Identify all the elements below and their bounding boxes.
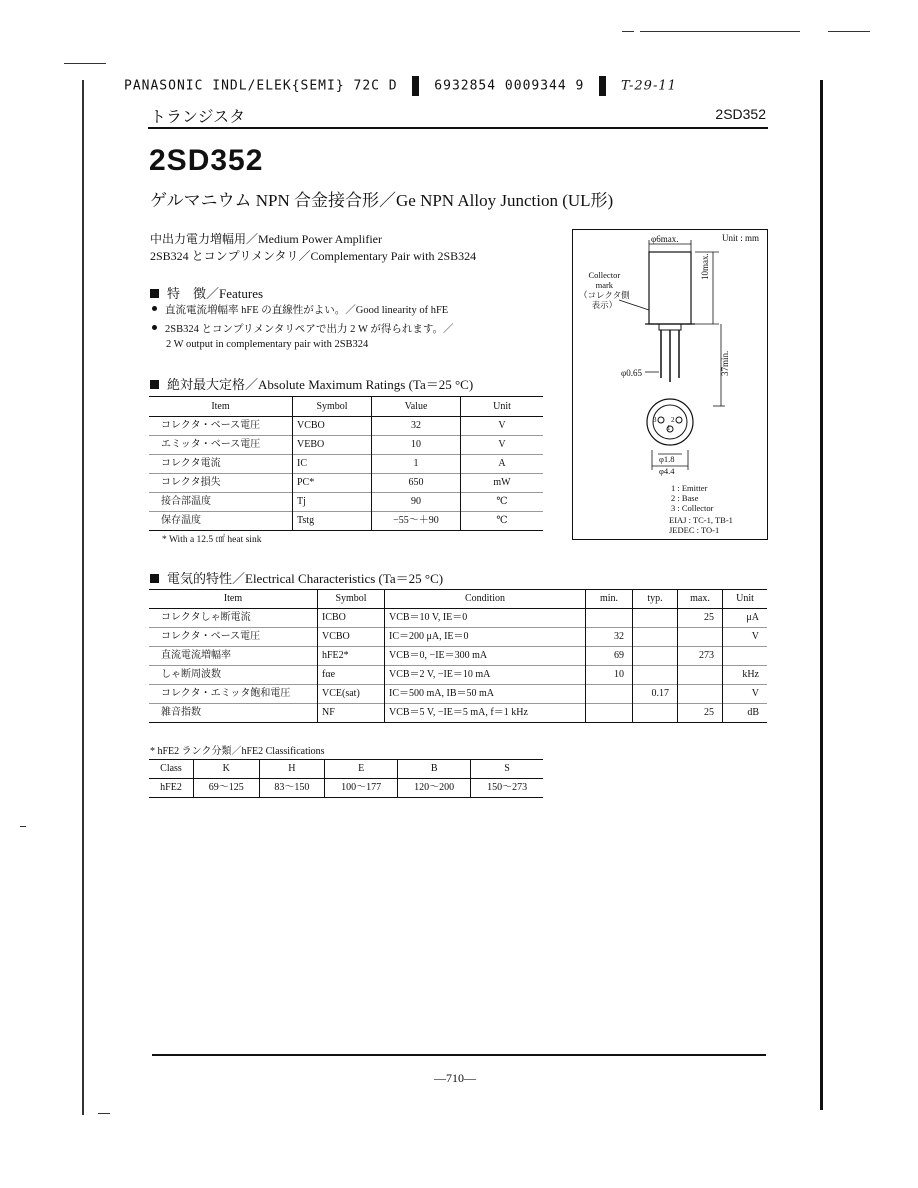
- table-row: [149, 474, 543, 493]
- cell: VCB＝10 V, IE＝0: [385, 609, 586, 628]
- cell: V: [723, 685, 768, 704]
- dim-lead-dia: φ0.65: [621, 368, 642, 378]
- cell: PC*: [293, 474, 372, 493]
- category-label: トランジスタ: [150, 107, 246, 126]
- collector-mark-label: Collector mark （コレクタ側 表示）: [579, 270, 630, 310]
- cell: IC: [293, 455, 372, 474]
- page-title: 2SD352: [149, 144, 264, 177]
- abs-max-table: [149, 396, 543, 531]
- cell: Tj: [293, 493, 372, 512]
- dim-height: 10max.: [700, 253, 710, 280]
- scan-mark: [82, 80, 84, 1115]
- cell: 273: [678, 647, 723, 666]
- scan-mark: [622, 31, 634, 32]
- cell: [586, 609, 633, 628]
- cell: コレクタ電流: [149, 455, 293, 474]
- application-2: 2SB324 とコンプリメンタリ／Complementary Pair with 2SB324: [150, 249, 477, 263]
- cell: しゃ断周波数: [149, 666, 318, 685]
- table-row: [149, 779, 543, 798]
- cell: [678, 685, 723, 704]
- feature-item-continued: 2 W output in complementary pair with 2SB324: [166, 339, 369, 350]
- feature-item: 2SB324 とコンプリメンタリペアで出力 2 W が得られます。／: [152, 321, 454, 336]
- cell: H: [259, 760, 325, 779]
- cell: 10: [372, 436, 461, 455]
- scan-mark: [64, 63, 106, 64]
- cell: 120～200: [398, 779, 471, 798]
- col-header: min.: [586, 590, 633, 609]
- feature-item: 直流電流増幅率 hFE の直線性がよい。／Good linearity of hFE: [152, 302, 448, 317]
- table-row: [149, 760, 543, 779]
- package-unit: Unit : mm: [721, 233, 759, 243]
- application-1: 中出力電力増幅用／Medium Power Amplifier: [150, 232, 382, 246]
- cell: V: [723, 628, 768, 647]
- dim-diameter: φ6max.: [651, 234, 679, 244]
- cell: コレクタ・ベース電圧: [149, 417, 293, 436]
- table-row: [149, 628, 767, 647]
- section-square-icon: [150, 380, 159, 389]
- cell: VCBO: [318, 628, 385, 647]
- header-company: PANASONIC INDL/ELEK{SEMI} 72C D: [124, 78, 398, 94]
- dim-base: φ4.4: [659, 466, 675, 476]
- cell: 0.17: [633, 685, 678, 704]
- cell: [723, 647, 768, 666]
- cell: S: [471, 760, 543, 779]
- table-header-row: [149, 590, 767, 609]
- footer-rule: [152, 1054, 766, 1056]
- table-row: [149, 666, 767, 685]
- cell: 32: [372, 417, 461, 436]
- cell: Tstg: [293, 512, 372, 531]
- cell: [633, 647, 678, 666]
- elec-table: [149, 589, 767, 723]
- cell: コレクタ・エミッタ飽和電圧: [149, 685, 318, 704]
- cell: ℃: [461, 512, 544, 531]
- col-header: Item: [149, 590, 318, 609]
- cell: 69～125: [194, 779, 260, 798]
- cell: VCBO: [293, 417, 372, 436]
- col-header: max.: [678, 590, 723, 609]
- package-outline: [572, 229, 768, 540]
- scan-mark: [828, 31, 870, 32]
- cell: V: [461, 417, 544, 436]
- abs-max-heading: 絶対最大定格／Absolute Maximum Ratings (Ta＝25 °C): [150, 374, 473, 393]
- col-header: typ.: [633, 590, 678, 609]
- subtitle: ゲルマニウム NPN 合金接合形／Ge NPN Alloy Junction (UL形): [150, 191, 614, 210]
- table-row: [149, 512, 543, 531]
- cell: mW: [461, 474, 544, 493]
- cell: kHz: [723, 666, 768, 685]
- cell: コレクタ損失: [149, 474, 293, 493]
- bullet-icon: [152, 306, 157, 311]
- cell: IC＝200 μA, IE＝0: [385, 628, 586, 647]
- header-handwritten: T-29-11: [621, 78, 677, 94]
- cell: fαe: [318, 666, 385, 685]
- header-part-number: 2SD352: [715, 106, 766, 122]
- table-row: [149, 609, 767, 628]
- col-header: Symbol: [318, 590, 385, 609]
- cell: 100～177: [325, 779, 398, 798]
- page-number: —710—: [434, 1071, 476, 1085]
- cell: [633, 666, 678, 685]
- cell: 接合部温度: [149, 493, 293, 512]
- dim-pin-circle: φ1.8: [659, 454, 675, 464]
- cell: VCB＝5 V, −IE＝5 mA, f＝1 kHz: [385, 704, 586, 723]
- header-marker: [412, 76, 419, 96]
- col-header: Item: [149, 397, 293, 417]
- header-rule: [148, 127, 768, 129]
- pin-number: 2: [671, 416, 675, 424]
- cell: V: [461, 436, 544, 455]
- scan-edge-line: [820, 80, 823, 1110]
- col-header: Value: [372, 397, 461, 417]
- cell: 25: [678, 704, 723, 723]
- features-heading: 特 徴／Features: [150, 283, 263, 302]
- cell: 150～273: [471, 779, 543, 798]
- cell: Class: [149, 760, 194, 779]
- cell: 25: [678, 609, 723, 628]
- cell: 650: [372, 474, 461, 493]
- cell: コレクタ・ベース電圧: [149, 628, 318, 647]
- cell: [586, 685, 633, 704]
- cell: 69: [586, 647, 633, 666]
- table-header-row: [149, 397, 543, 417]
- scan-mark: [98, 1113, 110, 1114]
- cell: −55～＋90: [372, 512, 461, 531]
- cell: エミッタ・ベース電圧: [149, 436, 293, 455]
- cell: VCB＝0, −IE＝300 mA: [385, 647, 586, 666]
- cell: ICBO: [318, 609, 385, 628]
- cell: VCB＝2 V, −IE＝10 mA: [385, 666, 586, 685]
- pin-number: 1: [667, 424, 671, 432]
- cell: B: [398, 760, 471, 779]
- table-row: [149, 647, 767, 666]
- cell: IC＝500 mA, IB＝50 mA: [385, 685, 586, 704]
- cell: [678, 666, 723, 685]
- cell: E: [325, 760, 398, 779]
- table-row: [149, 493, 543, 512]
- col-header: Symbol: [293, 397, 372, 417]
- header-line: [124, 76, 677, 96]
- package-standards: EIAJ : TC-1, TB-1 JEDEC : TO-1: [669, 515, 733, 535]
- classification-heading: * hFE2 ランク分類／hFE2 Classifications: [150, 746, 325, 757]
- col-header: Unit: [723, 590, 768, 609]
- pin-number: 3: [653, 416, 657, 424]
- table-row: [149, 417, 543, 436]
- bullet-icon: [152, 325, 157, 330]
- section-square-icon: [150, 574, 159, 583]
- cell: 1: [372, 455, 461, 474]
- header-code: 6932854 0009344 9: [434, 78, 585, 94]
- table-row: [149, 436, 543, 455]
- classification-table: [149, 759, 543, 798]
- cell: 保存温度: [149, 512, 293, 531]
- cell: 90: [372, 493, 461, 512]
- cell: hFE2: [160, 782, 182, 793]
- scan-mark: [640, 31, 800, 32]
- scan-mark: [20, 826, 26, 827]
- cell: [678, 628, 723, 647]
- cell: コレクタしゃ断電流: [149, 609, 318, 628]
- cell: dB: [723, 704, 768, 723]
- dim-lead-length: 37min.: [720, 350, 730, 376]
- cell: 直流電流増幅率: [149, 647, 318, 666]
- cell: 83～150: [259, 779, 325, 798]
- cell: 雑音指数: [149, 704, 318, 723]
- pin-legend: 1 : Emitter 2 : Base 3 : Collector: [671, 483, 714, 513]
- section-square-icon: [150, 289, 159, 298]
- cell: A: [461, 455, 544, 474]
- cell: 32: [586, 628, 633, 647]
- cell: VEBO: [293, 436, 372, 455]
- cell: [633, 609, 678, 628]
- cell: K: [194, 760, 260, 779]
- header-marker: [599, 76, 606, 96]
- cell: ℃: [461, 493, 544, 512]
- col-header: Unit: [461, 397, 544, 417]
- cell: μA: [723, 609, 768, 628]
- cell: VCE(sat): [318, 685, 385, 704]
- cell: [586, 704, 633, 723]
- table-row: [149, 685, 767, 704]
- col-header: Condition: [385, 590, 586, 609]
- table-row: [149, 704, 767, 723]
- abs-max-footnote: * With a 12.5 ㎠ heat sink: [162, 535, 262, 545]
- elec-heading: 電気的特性／Electrical Characteristics (Ta＝25 °C): [150, 568, 443, 587]
- cell: [633, 704, 678, 723]
- cell: NF: [318, 704, 385, 723]
- cell: 10: [586, 666, 633, 685]
- cell: hFE2*: [318, 647, 385, 666]
- table-row: [149, 455, 543, 474]
- cell: [633, 628, 678, 647]
